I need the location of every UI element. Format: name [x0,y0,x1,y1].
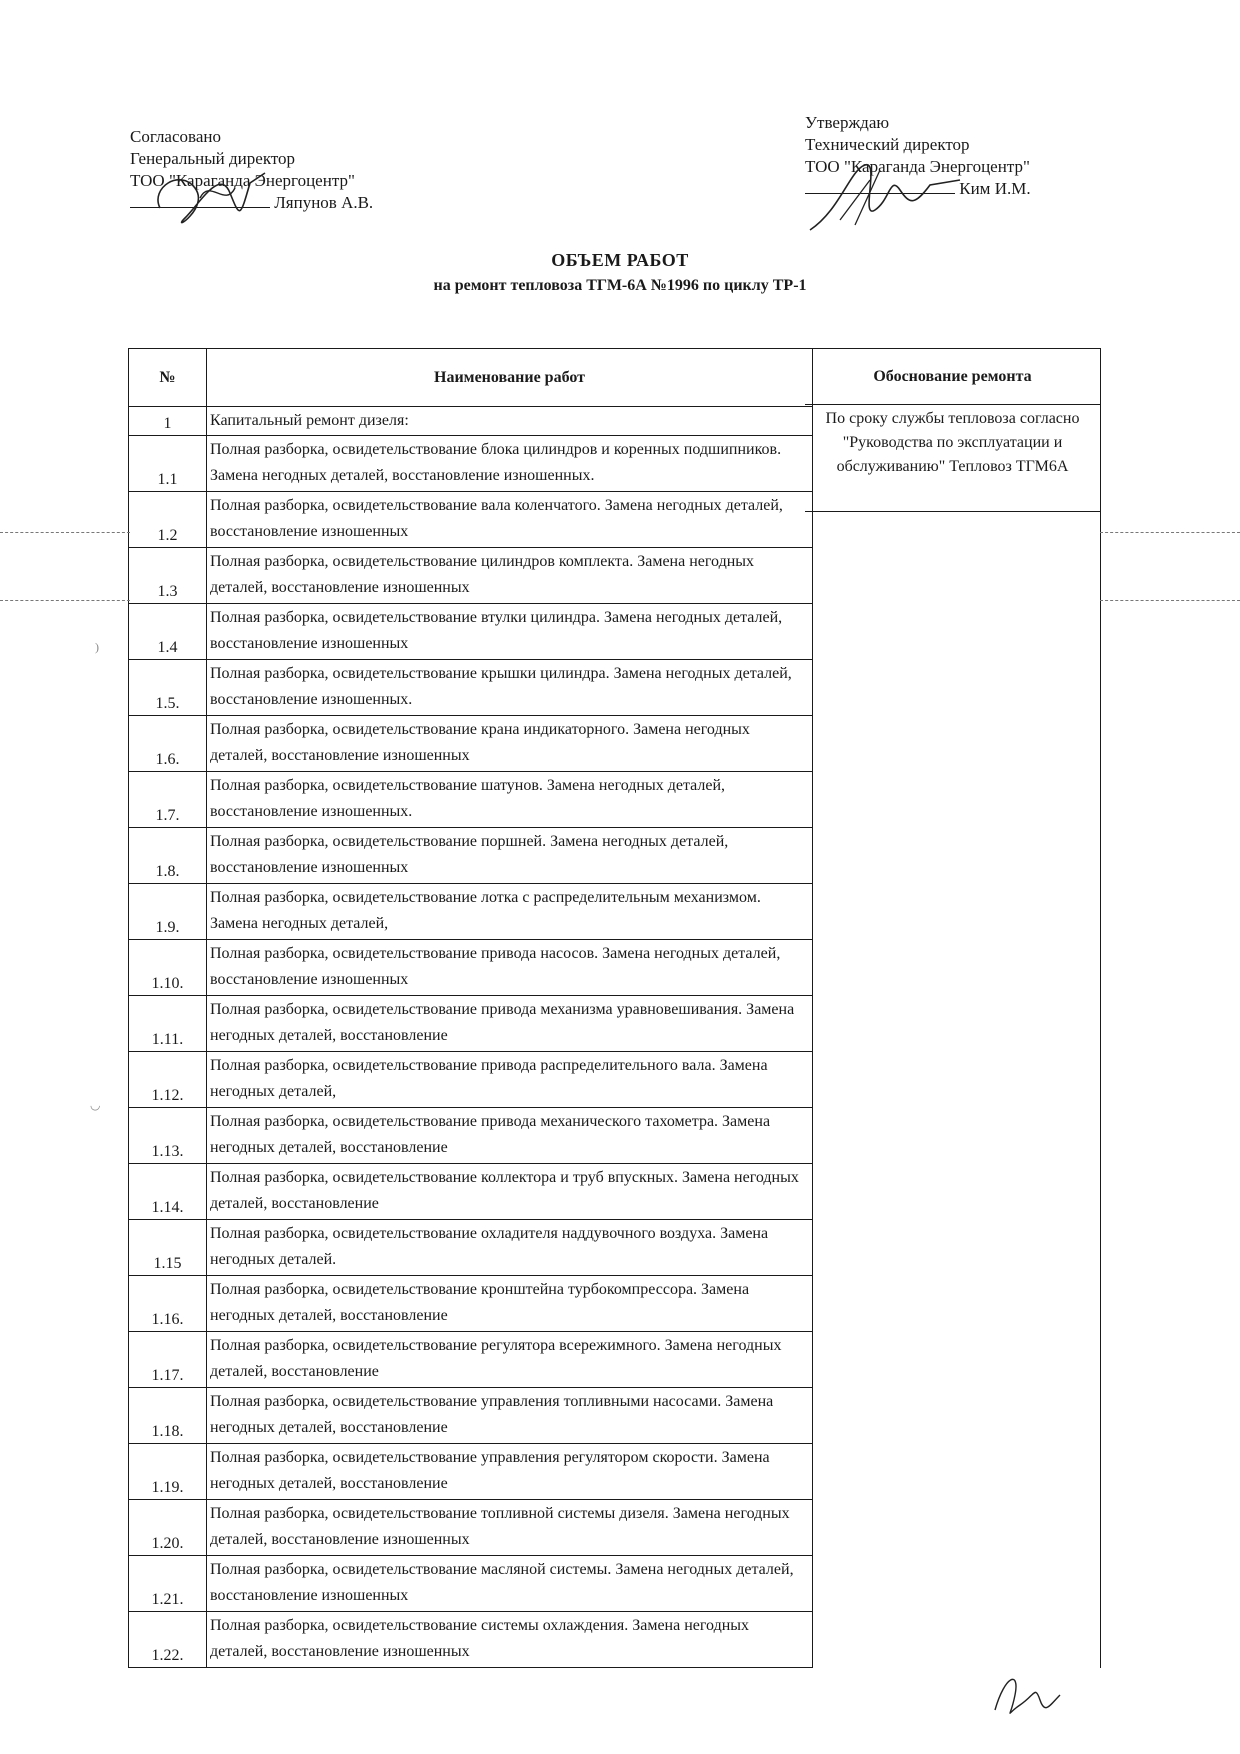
row-number: 1.8. [129,828,207,884]
row-number: 1.18. [129,1388,207,1444]
row-number: 1.20. [129,1500,207,1556]
row-number: 1.10. [129,940,207,996]
row-work-name: Полная разборка, освидетельствование регулятора всережимного. Замена негодных деталей, восстановление [207,1332,813,1388]
row-number: 1.21. [129,1556,207,1612]
row-number: 1.12. [129,1052,207,1108]
approval-left-heading: Согласовано [130,127,221,146]
header-number: № [129,349,207,407]
table-row [129,1612,813,1668]
approval-right-heading: Утверждаю [805,113,890,132]
approval-left-position: Генеральный директор [130,149,296,168]
table-row [129,492,813,548]
scan-fold-line [1100,600,1240,601]
row-work-name: Полная разборка, освидетельствование топливной системы дизеля. Замена негодных деталей, восстановление изношенных [207,1500,813,1556]
row-work-name: Капитальный ремонт дизеля: [207,407,813,436]
row-number: 1.15 [129,1220,207,1276]
table-row [129,548,813,604]
row-number: 1.5. [129,660,207,716]
table-row [129,1332,813,1388]
table-row [129,436,813,492]
approval-right-position: Технический директор [805,135,970,154]
table-row [129,1276,813,1332]
works-table [128,348,813,1668]
table-row [129,1388,813,1444]
row-work-name: Полная разборка, освидетельствование блока цилиндров и коренных подшипников. Замена негодных деталей, восстановление изношенных. [207,436,813,492]
table-row [129,1164,813,1220]
row-work-name: Полная разборка, освидетельствование шатунов. Замена негодных деталей, восстановление изношенных. [207,772,813,828]
row-number: 1.16. [129,1276,207,1332]
approval-right-company: ТОО "Караганда Энергоцентр" [805,157,1030,176]
row-number: 1.17. [129,1332,207,1388]
row-number: 1.1 [129,436,207,492]
table-row [129,1444,813,1500]
row-number: 1.22. [129,1612,207,1668]
row-work-name: Полная разборка, освидетельствование привода распределительного вала. Замена негодных деталей, [207,1052,813,1108]
row-number: 1.11. [129,996,207,1052]
table-border-right [1100,348,1101,1668]
table-row [129,1052,813,1108]
table-row [129,940,813,996]
document-title: ОБЪЕМ РАБОТ [551,250,689,270]
row-work-name: Полная разборка, освидетельствование крышки цилиндра. Замена негодных деталей, восстановление изношенных. [207,660,813,716]
row-number: 1 [129,407,207,436]
table-row [129,660,813,716]
row-work-name: Полная разборка, освидетельствование привода механизма уравновешивания. Замена негодных деталей, восстановление [207,996,813,1052]
table-row [129,407,813,436]
basis-text: По сроку службы тепловоза согласно "Руководства по эксплуатации и обслуживанию" Тепловоз ТГМ6А [825,410,1080,475]
row-work-name: Полная разборка, освидетельствование коллектора и труб впускных. Замена негодных деталей, восстановление [207,1164,813,1220]
row-work-name: Полная разборка, освидетельствование вала коленчатого. Замена негодных деталей, восстановление изношенных [207,492,813,548]
scan-fold-line [0,600,130,601]
row-work-name: Полная разборка, освидетельствование цилиндров комплекта. Замена негодных деталей, восстановление изношенных [207,548,813,604]
table-header-row [129,349,813,407]
row-number: 1.14. [129,1164,207,1220]
row-work-name: Полная разборка, освидетельствование привода механического тахометра. Замена негодных деталей, восстановление [207,1108,813,1164]
document-title-block [0,250,1240,295]
basis-column [805,348,1101,512]
scan-fold-line [1100,532,1240,533]
table-row [129,604,813,660]
table-row [129,884,813,940]
table-row [129,1220,813,1276]
row-work-name: Полная разборка, освидетельствование втулки цилиндра. Замена негодных деталей, восстановление изношенных [207,604,813,660]
signature-left [140,148,290,238]
table-row [129,1108,813,1164]
row-work-name: Полная разборка, освидетельствование кронштейна турбокомпрессора. Замена негодных деталей, восстановление [207,1276,813,1332]
table-row [129,772,813,828]
row-number: 1.2 [129,492,207,548]
margin-mark: ◡ [90,1098,101,1112]
margin-mark: ) [95,640,99,654]
row-work-name: Полная разборка, освидетельствование крана индикаторного. Замена негодных деталей, восстановление изношенных [207,716,813,772]
row-number: 1.7. [129,772,207,828]
header-work-name: Наименование работ [207,349,813,407]
scan-fold-line [0,532,130,533]
approval-left-signer: Ляпунов А.В. [274,193,374,212]
row-number: 1.6. [129,716,207,772]
row-number: 1.13. [129,1108,207,1164]
table-row [129,716,813,772]
row-work-name: Полная разборка, освидетельствование управления топливными насосами. Замена негодных деталей, восстановление [207,1388,813,1444]
row-work-name: Полная разборка, освидетельствование охладителя наддувочного воздуха. Замена негодных деталей. [207,1220,813,1276]
signature-right [800,150,970,245]
row-work-name: Полная разборка, освидетельствование масляной системы. Замена негодных деталей, восстановление изношенных [207,1556,813,1612]
initials-mark [985,1665,1065,1720]
row-work-name: Полная разборка, освидетельствование лотка с распределительным механизмом. Замена негодных деталей, [207,884,813,940]
row-work-name: Полная разборка, освидетельствование управления регулятором скорости. Замена негодных деталей, восстановление [207,1444,813,1500]
table-row [129,1556,813,1612]
approval-left-company: ТОО "Караганда Энергоцентр" [130,171,355,190]
table-row [129,1500,813,1556]
row-work-name: Полная разборка, освидетельствование привода насосов. Замена негодных деталей, восстановление изношенных [207,940,813,996]
row-work-name: Полная разборка, освидетельствование поршней. Замена негодных деталей, восстановление изношенных [207,828,813,884]
table-body [129,407,813,1668]
row-number: 1.3 [129,548,207,604]
row-number: 1.9. [129,884,207,940]
table-row [129,996,813,1052]
document-subtitle: на ремонт тепловоза ТГМ-6А №1996 по циклу ТР-1 [433,277,807,294]
row-number: 1.19. [129,1444,207,1500]
table-row [129,828,813,884]
approval-right-signer: Ким И.М. [959,179,1031,198]
row-work-name: Полная разборка, освидетельствование системы охлаждения. Замена негодных деталей, восстановление изношенных [207,1612,813,1668]
basis-header: Обоснование ремонта [805,349,1100,405]
row-number: 1.4 [129,604,207,660]
